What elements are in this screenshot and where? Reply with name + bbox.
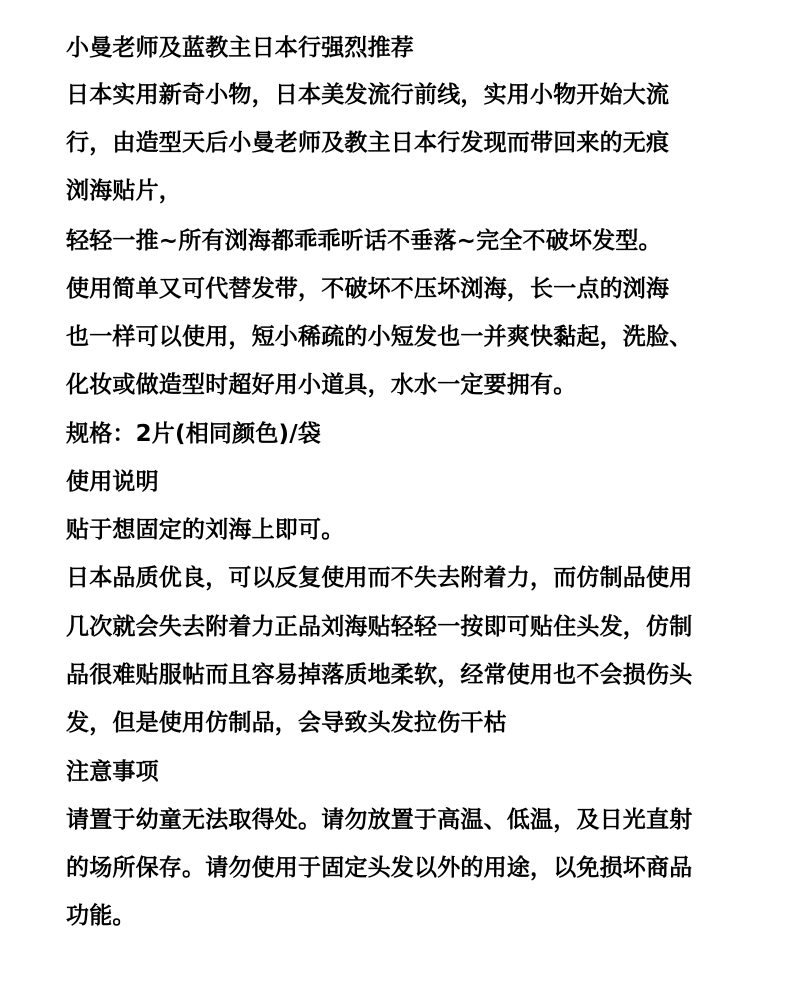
intro-line-1: 日本实用新奇小物，日本美发流行前线，实用小物开始大流	[66, 82, 670, 108]
feature-line-3: 化妆或做造型时超好用小道具，水水一定要拥有。	[66, 372, 577, 398]
intro-line-2: 行，由造型天后小曼老师及教主日本行发现而带回来的无痕	[66, 130, 670, 156]
intro-line-3: 浏海贴片，	[66, 178, 182, 204]
precautions-line-2: 的场所保存。请勿使用于固定头发以外的用途，以免损坏商品	[66, 855, 693, 881]
feature-line-push: 轻轻一推~所有浏海都乖乖听话不垂落~完全不破坏发型。	[66, 228, 662, 254]
usage-instructions-heading: 使用说明	[66, 469, 159, 495]
quality-line-4: 发，但是使用仿制品，会导致头发拉伤干枯	[66, 710, 507, 736]
specification-line: 规格：2片(相同颜色)/袋	[66, 421, 322, 447]
precautions-line-3: 功能。	[66, 903, 136, 929]
feature-line-2: 也一样可以使用，短小稀疏的小短发也一并爽快黏起，洗脸、	[66, 324, 693, 350]
headline-recommendation: 小曼老师及蓝教主日本行强烈推荐	[66, 35, 414, 61]
quality-line-2: 几次就会失去附着力正品刘海贴轻轻一按即可贴住头发，仿制	[66, 614, 693, 640]
precautions-heading: 注意事项	[66, 759, 159, 785]
quality-line-1: 日本品质优良，可以反复使用而不失去附着力，而仿制品使用	[66, 565, 693, 591]
feature-line-1: 使用简单又可代替发带，不破坏不压坏浏海，长一点的浏海	[66, 276, 670, 302]
quality-line-3: 品很难贴服帖而且容易掉落质地柔软，经常使用也不会损伤头	[66, 662, 693, 688]
usage-instructions-text: 贴于想固定的刘海上即可。	[66, 517, 345, 543]
precautions-line-1: 请置于幼童无法取得处。请勿放置于高温、低温，及日光直射	[66, 807, 693, 833]
